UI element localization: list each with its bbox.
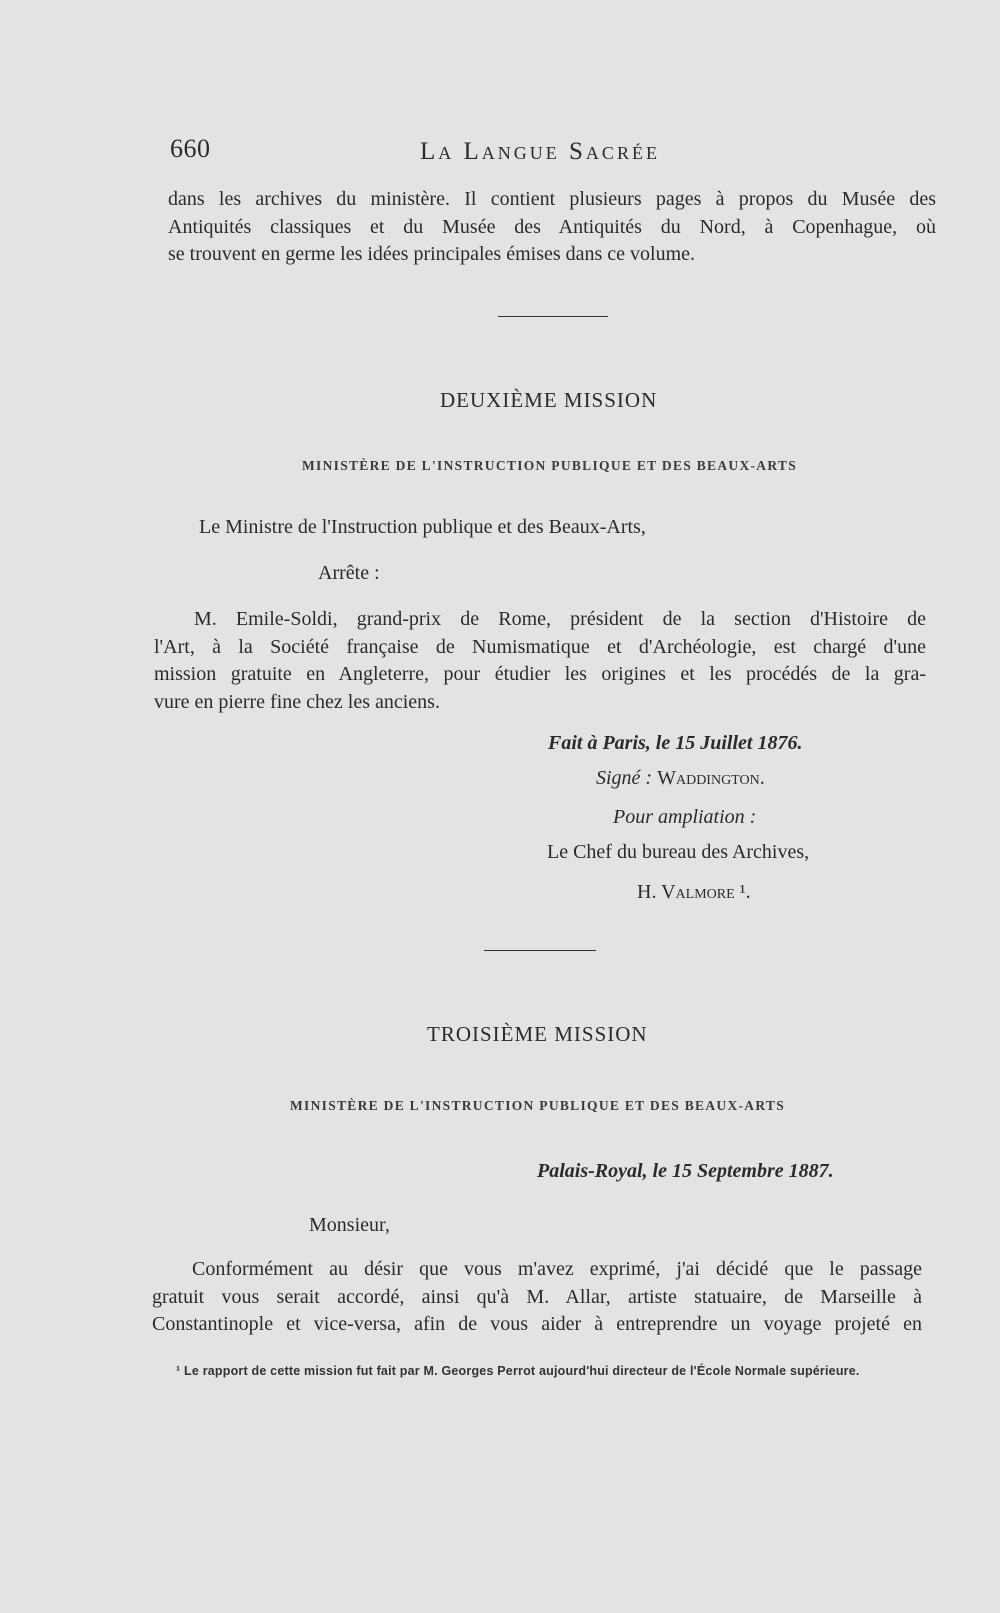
arrete-line: Arrête : — [318, 562, 380, 584]
footnote-marker: ¹. — [739, 881, 751, 903]
footnote: ¹ Le rapport de cette mission fut fait par M. Georges Perrot aujourd'hui directeur de l'École Normale supérieure. — [176, 1364, 860, 1378]
decree-paragraph — [154, 606, 926, 716]
ampliation-line: Pour ampliation : — [613, 806, 757, 828]
valmore-line — [637, 881, 751, 904]
valmore-name: H. Valmore — [637, 881, 735, 903]
chef-line: Le Chef du bureau des Archives, — [547, 841, 810, 863]
letter-paragraph — [152, 1256, 922, 1339]
section-title-deuxieme: DEUXIÈME MISSION — [440, 388, 658, 412]
text-line: se trouvent en germe les idées principales émises dans ce volume. — [168, 243, 696, 265]
signed-label: Signé : — [596, 767, 653, 789]
signed-name: Waddington. — [657, 767, 765, 789]
text-line: Antiquités classiques et du Musée des Antiquités du Nord, à Copenhague, où — [168, 215, 936, 238]
text-line: Conformément au désir que vous m'avez exprimé, j'ai décidé que le passage — [192, 1258, 922, 1280]
text-line: M. Emile-Soldi, grand-prix de Rome, président de la section d'Histoire de — [194, 608, 926, 630]
signature-line — [596, 767, 765, 790]
section-divider — [484, 950, 596, 951]
text-line: l'Art, à la Société française de Numismatique et d'Archéologie, est chargé d'une — [154, 635, 926, 658]
preamble-line: Le Ministre de l'Instruction publique et des Beaux-Arts, — [199, 516, 646, 538]
ministry-heading: MINISTÈRE DE L'INSTRUCTION PUBLIQUE ET DES BEAUX-ARTS — [290, 1098, 786, 1113]
text-line: dans les archives du ministère. Il contient plusieurs pages à propos du Musée des — [168, 188, 936, 210]
running-title: La Langue Sacrée — [420, 138, 660, 165]
salutation: Monsieur, — [309, 1214, 390, 1236]
intro-paragraph — [168, 186, 936, 269]
section-divider — [498, 316, 608, 317]
text-line: gratuit vous serait accordé, ainsi qu'à M. Allar, artiste statuaire, de Marseille à — [152, 1285, 922, 1308]
section-title-troisieme: TROISIÈME MISSION — [427, 1022, 648, 1046]
page-number: 660 — [170, 134, 211, 163]
text-line: vure en pierre fine chez les anciens. — [154, 690, 440, 713]
text-line: mission gratuite en Angleterre, pour étudier les origines et les procédés de la gra- — [154, 663, 926, 685]
ministry-heading: MINISTÈRE DE L'INSTRUCTION PUBLIQUE ET DES BEAUX-ARTS — [302, 458, 798, 473]
text-line: Constantinople et vice-versa, afin de vous aider à entreprendre un voyage projeté en — [152, 1313, 922, 1335]
date-line: Fait à Paris, le 15 Juillet 1876. — [548, 732, 803, 754]
date-line: Palais-Royal, le 15 Septembre 1887. — [537, 1160, 834, 1182]
